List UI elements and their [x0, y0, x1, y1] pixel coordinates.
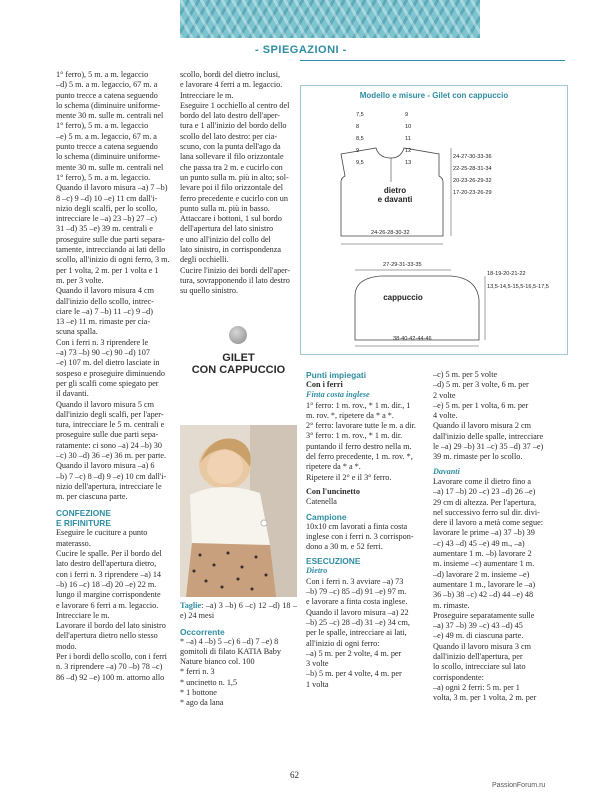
text-line: 10x10 cm lavorati a finta costa — [306, 521, 408, 531]
text-line: all'inizio di ogni ferro: — [306, 638, 380, 648]
measure-label: 11 — [405, 135, 411, 142]
text-line: su quello sinistro. — [180, 286, 238, 296]
col2-text — [180, 70, 297, 297]
text-line: modo. — [56, 641, 77, 651]
text-line: 2° ferro: lavorare tutte le m. a dir. — [306, 421, 416, 431]
text-line: Intrecciare le m. — [180, 90, 234, 100]
baby-photo — [180, 425, 297, 597]
col4-text-2 — [433, 477, 556, 704]
text-line: e lavorare a finta costa inglese. — [306, 597, 408, 607]
text-line: ripetere da * a *. — [306, 462, 361, 472]
col1-bottom-text — [56, 528, 170, 682]
column-1 — [56, 70, 170, 683]
text-line: 3° ferro: 1 m. rov., * 1 m. dir. — [306, 431, 403, 441]
text-line: Proseguire separatamente sulle — [433, 610, 535, 620]
text-line: lana sollevare il filo orizzontale — [180, 152, 284, 162]
measure-label: 8 — [356, 123, 360, 130]
text-line: puntando il ferro destro nella m. — [306, 441, 412, 451]
text-line: dall'inizio delle spalle, intrecciare — [433, 431, 544, 441]
text-line: Lavorare il bordo del lato sinistro — [56, 621, 166, 631]
text-line: –a) 73 –b) 90 –c) 90 –d) 107 — [56, 348, 150, 358]
text-line: –b) 25 –c) 28 –d) 31 –e) 34 cm, — [306, 617, 410, 627]
text-line: scuna spalla. — [56, 327, 98, 337]
text-line: Lavorare come il dietro fino a — [433, 476, 531, 486]
text-line: Eseguire 1 occhiello al centro del — [180, 100, 290, 110]
con-i-ferri: Con i ferri — [306, 380, 343, 389]
punti-text — [306, 401, 426, 483]
measure-label: 9,5 — [356, 159, 364, 166]
list-item: * 1 bottone — [180, 688, 217, 698]
text-line: nel successivo ferro sul dir. divi- — [433, 507, 540, 517]
text-line: tura, intrecciare le 5 m. centrali e — [56, 420, 165, 430]
text-line: mente 30 m. sulle m. centrali nel — [56, 162, 164, 172]
text-line: Quando il lavoro misura 2 cm — [433, 421, 532, 431]
measure-label: 7,5 — [356, 111, 364, 118]
text-line: scollo, all'inizio di ogni ferro, 3 m. — [56, 255, 170, 265]
pattern-diagram — [300, 85, 568, 355]
text-line: Attaccare i bottoni, 1 sul bordo — [180, 214, 282, 224]
dietro-title: Dietro — [306, 566, 328, 576]
text-line: m. rimaste. — [433, 600, 470, 610]
davanti-title: Davanti — [433, 466, 460, 476]
column-4 — [433, 370, 556, 704]
measure-label: 24-27-30-33-36 — [453, 153, 492, 160]
yarn-ball-icon — [229, 326, 247, 344]
text-line: proseguire sulle due parti sepa- — [56, 430, 159, 440]
text-line: un punto sulla m. più in alto; sol- — [180, 172, 289, 182]
diagram-title: Modello e misure - Gilet con cappuccio — [359, 91, 509, 100]
text-line: dono a 30 m. e 52 ferri. — [306, 542, 383, 552]
list-item: * ago da lana — [180, 698, 224, 708]
text-line: n. 3 riprendere –a) 70 –b) 78 –c) — [56, 662, 163, 672]
text-line: intrecciare le –a) 23 –b) 27 –c) — [56, 214, 157, 224]
measure-label: 9 — [405, 111, 409, 118]
text-line: m. per ciascuna parte. — [56, 492, 128, 502]
text-line: –c) 30 –d) 36 –e) 36 m. per parte. — [56, 450, 167, 460]
text-line: nizio dell'apertura, intrecciare le — [56, 481, 162, 491]
text-line: ferro precedente e cucirlo con un — [180, 193, 288, 203]
text-line: –e) 5 m. per 1 volta, 6 m. per — [433, 400, 529, 410]
column-3 — [306, 370, 426, 690]
text-line: e lavorare 4 ferri a m. legaccio. — [180, 80, 283, 90]
punti-title: Punti impiegati — [306, 370, 367, 380]
text-line: –d) 5 m. a m. legaccio, 67 m. a — [56, 80, 158, 90]
text-line: Intrecciare le m. — [56, 610, 110, 620]
text-line: le –a) 29 –b) 31 –c) 35 –d) 37 –e) — [433, 442, 544, 452]
text-line: 36 –b) 38 –c) 42 –d) 44 –e) 48 — [433, 590, 534, 600]
text-line: Con i ferri n. 3 avviare –a) 73 — [306, 576, 404, 586]
measure-label: 8,5 — [356, 135, 364, 142]
text-line: –a) 37 –b) 39 –c) 43 –d) 45 — [433, 621, 523, 631]
text-line: 86 –d) 92 –e) 100 m. attorno allo — [56, 672, 165, 682]
text-line: –a) 17 –b) 20 –c) 23 –d) 26 –e) — [433, 487, 536, 497]
list-item: gomitoli di filato KATIA Baby — [180, 646, 281, 656]
hood-top-measure: 27-29-31-33-35 — [383, 262, 422, 268]
text-line: tura e 1 all'inizio del bordo dello — [180, 121, 287, 131]
text-line: m. per 3 volte. — [56, 275, 104, 285]
text-line: levare poi il filo orizzontale del — [180, 183, 283, 193]
text-line: scollo, bordi del dietro inclusi, — [180, 70, 281, 79]
gilet-title: GILET CON CAPPUCCIO — [191, 352, 286, 376]
side-measures — [453, 148, 492, 202]
taglie-block — [180, 601, 297, 709]
text-line: per gli scalfi come spiegato per — [56, 378, 159, 388]
text-line: per 1 volta, 2 m. per 1 volta e 1 — [56, 265, 159, 275]
text-line: –d) 5 m. per 3 volte, 6 m. per — [433, 380, 529, 390]
text-line: –b) 79 –c) 85 –d) 91 –e) 97 m. — [306, 587, 407, 597]
text-line: bordo del lato destro dell'aper- — [180, 111, 280, 121]
text-line: del ferro precedente, 1 m. rov. *, — [306, 452, 413, 462]
uncinetto-text — [306, 497, 426, 507]
measure-label: 10 — [405, 123, 412, 130]
text-line: –c) 5 m. per 5 volte — [433, 370, 498, 379]
text-line: –e) 107 m. del dietro lasciate in — [56, 358, 160, 368]
text-line: lavorare le prime –a) 37 –b) 39 — [433, 528, 535, 538]
hood-label: cappuccio — [383, 293, 423, 302]
text-line: 13 –e) 11 m. rimaste per cia- — [56, 317, 151, 327]
text-line: lo scollo, intrecciare sul lato — [433, 662, 526, 672]
text-line: –e) 5 m. a m. legaccio, 67 m. a — [56, 131, 157, 141]
text-line: 2 volte — [433, 390, 456, 400]
text-line: –c) 43 –d) 45 –e) 49 m., –a) — [433, 538, 525, 548]
text-line: –d) lavorare 2 m. insieme –e) — [433, 569, 530, 579]
occorrente-list — [180, 637, 297, 709]
text-line: 1° ferro: 1 m. rov., * 1 m. dir., 1 — [306, 400, 411, 410]
con-uncinetto: Con l'uncinetto — [306, 486, 360, 496]
text-line: lo schema (diminuire uniforme- — [56, 100, 161, 110]
text-line: aumentare 1 m., lavorare le –a) — [433, 579, 536, 589]
esecuzione-title: ESECUZIONE — [306, 556, 361, 567]
text-line: scollo del lato destro: per cia- — [180, 131, 278, 141]
text-line: punto trecce a catena seguendo — [56, 90, 158, 100]
text-line: Quando il lavoro misura 4 cm — [56, 286, 155, 296]
text-line: 8 –c) 9 –d) 10 –e) 11 cm dall'i- — [56, 193, 158, 203]
yarn-banner-image — [180, 0, 480, 38]
measure-label: 12 — [405, 147, 412, 154]
text-line: 1 volta — [306, 679, 329, 689]
text-line: inglese con i ferri n. 3 corrispon- — [306, 531, 414, 541]
width-measure: 24-26-28-30-32 — [371, 230, 410, 236]
text-line: Quando il lavoro misura 5 cm — [56, 399, 155, 409]
page-header-title: - SPIEGAZIONI - — [255, 44, 347, 56]
text-line: –e) 49 m. di ciascuna parte. — [433, 631, 524, 641]
text-line: 3 volte — [306, 659, 329, 669]
measure-label: 22-25-28-31-34 — [453, 165, 492, 172]
text-line: aumentare 1 m. –b) lavorare 2 — [433, 549, 532, 559]
col1-top-text — [56, 70, 170, 502]
text-line: sospeso e proseguire diminuendo — [56, 368, 165, 378]
text-line: –b) 16 –c) 18 –d) 20 –e) 22 m. — [56, 579, 157, 589]
list-item: * uncinetto n. 1,5 — [180, 677, 238, 687]
text-line: Eseguire le cuciture a punto — [56, 528, 148, 538]
text-line: –a) ogni 2 ferri: 5 m. per 1 — [433, 682, 520, 692]
text-line: dall'inizio dello scollo, intrec- — [56, 296, 154, 306]
text-line: degli occhielli. — [180, 255, 229, 265]
text-line: ratamente: ci sono –a) 24 –b) 30 — [56, 440, 162, 450]
text-line: scuno, con la punta dell'ago da — [180, 142, 281, 152]
body-label: dietro e davanti — [377, 186, 413, 204]
text-line: proseguire sulle due parti separa- — [56, 234, 165, 244]
page-number: 62 — [290, 770, 299, 780]
taglie-label: Taglie — [180, 601, 202, 610]
text-line: 4 volte. — [433, 411, 458, 421]
occorrente-title: Occorrente — [180, 626, 225, 637]
text-line: tamente, intrecciando ai lati dello — [56, 245, 166, 255]
text-line: nizio degli scalfi, per lo scollo, — [56, 203, 158, 213]
text-line: lungo il margine corrispondente — [56, 590, 161, 600]
taglie-text: : –a) 3 –b) 6 –c) 12 –d) 18 –e) 24 mesi — [180, 601, 297, 621]
text-line: dall'inizio dell'apertura, per — [433, 652, 523, 662]
text-line: 29 cm di altezza. Per l'apertura, — [433, 497, 537, 507]
text-line: e lavorare 6 ferri a m. legaccio. — [56, 600, 159, 610]
text-line: e uno all'inizio del collo del — [180, 234, 271, 244]
text-line: punto trecce a catena seguendo — [56, 142, 158, 152]
text-line: per le spalle, intrecciare ai lati, — [306, 628, 407, 638]
measure-label: 9 — [356, 147, 360, 154]
finta-costa-title: Finta costa inglese — [306, 390, 370, 400]
text-line: Quando il lavoro misura –a) 6 — [56, 461, 155, 471]
column-2 — [180, 70, 297, 297]
text-line: mente 30 m. sulle m. centrali nel — [56, 111, 164, 121]
text-line: 1° ferro), 5 m. a m. legaccio — [56, 121, 149, 131]
text-line: ciare le –a) 7 –b) 11 –c) 9 –d) — [56, 306, 153, 316]
measure-label: 20-23-26-29-32 — [453, 177, 492, 184]
text-line: 39 m. rimaste per lo scollo. — [433, 452, 523, 462]
text-line: dere il lavoro a metà come segue: — [433, 518, 544, 528]
left-measures — [356, 106, 364, 172]
hood-right-top-measure: 18-19-20-21-22 — [487, 271, 526, 277]
text-line: 1° ferro), 5 m. a m. legaccio. — [56, 172, 151, 182]
text-line: punto sulla m. più in basso. — [180, 203, 270, 213]
text-line: Con i ferri n. 3 riprendere le — [56, 337, 149, 347]
text-line: –b) 5 m. per 4 volte, 4 m. per — [306, 669, 402, 679]
text-line: volta, 3 m. per 1 volta, 2 m. per — [433, 693, 537, 703]
text-line: Cucire l'inizio dei bordi dell'aper- — [180, 265, 291, 275]
col4-text-1 — [433, 370, 556, 463]
text-line: 31 –d) 35 –e) 39 m. centrali e — [56, 224, 153, 234]
list-item: Nature bianco col. 100 — [180, 657, 255, 667]
text-line: lato sinistro, in corrispondenza — [180, 245, 281, 255]
text-line: Quando il lavoro misura –a) 22 — [306, 607, 409, 617]
text-line: Quando il lavoro misura –a) 7 –b) — [56, 183, 168, 193]
text-line: Ripetere il 2° e il 3° ferro. — [306, 472, 392, 482]
measure-label: 13 — [405, 159, 412, 166]
campione-text — [306, 522, 426, 553]
measure-label: 17-20-23-26-29 — [453, 189, 492, 196]
text-line: Quando il lavoro misura 3 cm — [433, 641, 532, 651]
text-line: –b) 7 –c) 8 –d) 9 –e) 10 cm dall'i- — [56, 471, 167, 481]
dietro-text — [306, 577, 426, 690]
text-line: che passa tra 2 m. e cucirlo con — [180, 162, 283, 172]
text-line: il davanti. — [56, 389, 89, 399]
right-measures — [405, 106, 411, 172]
list-item: * ferri n. 3 — [180, 667, 215, 677]
header-divider — [300, 60, 565, 61]
text-line: lato destro dell'apertura dietro, — [56, 559, 157, 569]
site-watermark: PassionForum.ru — [492, 782, 546, 789]
text-line: dell'apertura dietro nello stesso — [56, 631, 158, 641]
text-line: corrispondente: — [433, 672, 484, 682]
diagram-shapes — [301, 86, 567, 354]
photo-illustration — [180, 425, 297, 597]
text-line: m. insieme –c) aumentare 1 m. — [433, 559, 535, 569]
hood-right-mid-measure: 13,5-14,5-15,5-16,5-17,5 — [487, 284, 549, 290]
text-line: Catenella — [306, 497, 337, 507]
hood-bottom-measure: 38-40-42-44-46 — [393, 336, 432, 342]
text-line: tura, sovrapponendo il lato destro — [180, 275, 290, 285]
text-line: dell'apertura del lato sinistro — [180, 224, 274, 234]
text-line: lo schema (diminuire uniforme- — [56, 152, 161, 162]
list-item: * –a) 4 –b) 5 –c) 6 –d) 7 –e) 8 — [180, 636, 279, 646]
confezione-title: CONFEZIONE E RIFINITURE — [56, 508, 111, 529]
text-line: Per i bordi dello scollo, con i ferri — [56, 652, 167, 662]
text-line: dall'inizio degli scalfi, per l'aper- — [56, 409, 164, 419]
campione-title: Campione — [306, 511, 347, 522]
text-line: con i ferri n. 3 riprendere –a) 14 — [56, 569, 162, 579]
text-line: 1° ferro), 5 m. a m. legaccio — [56, 70, 149, 79]
text-line: materasso. — [56, 538, 91, 548]
text-line: Cucire le spalle. Per il bordo del — [56, 549, 162, 559]
text-line: m. rov. *, ripetere da * a *. — [306, 410, 394, 420]
text-line: –a) 5 m. per 2 volte, 4 m. per — [306, 648, 402, 658]
